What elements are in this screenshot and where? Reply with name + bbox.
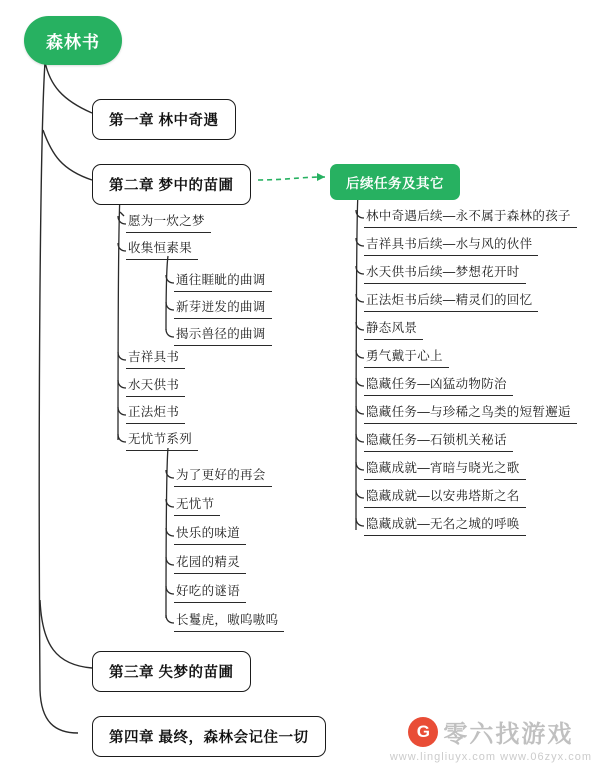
followup-item-4[interactable]: 正法炬书后续—精灵们的回忆 <box>364 288 538 312</box>
followup-item-9[interactable]: 隐藏任务—石锁机关秘话 <box>364 428 513 452</box>
followup-item-8[interactable]: 隐藏任务—与珍稀之鸟类的短暂邂逅 <box>364 400 577 424</box>
followup-item-11[interactable]: 隐藏成就—以安弗塔斯之名 <box>364 484 526 508</box>
followup-node[interactable]: 后续任务及其它 <box>330 164 460 200</box>
chapter-node-2[interactable]: 第二章 梦中的苗圃 <box>92 164 251 205</box>
chapter2-child-5[interactable]: 揭示兽径的曲调 <box>174 322 272 346</box>
chapter2-child-6[interactable]: 吉祥具书 <box>126 345 185 369</box>
chapter2-child-1[interactable]: 愿为一炊之梦 <box>126 209 211 233</box>
chapter2-child-7[interactable]: 水天供书 <box>126 373 185 397</box>
chapter-node-4[interactable]: 第四章 最终，森林会记住一切 <box>92 716 326 757</box>
chapter2-child-2[interactable]: 收集恒素果 <box>126 236 198 260</box>
chapter2-child-12[interactable]: 快乐的味道 <box>174 521 246 545</box>
root-node[interactable]: 森林书 <box>24 16 122 65</box>
chapter-node-3[interactable]: 第三章 失梦的苗圃 <box>92 651 251 692</box>
followup-item-2[interactable]: 吉祥具书后续—水与风的伙伴 <box>364 232 538 256</box>
followup-item-10[interactable]: 隐藏成就—宵暗与晓光之歌 <box>364 456 526 480</box>
chapter2-child-4[interactable]: 新芽迸发的曲调 <box>174 295 272 319</box>
chapter2-child-15[interactable]: 长鬘虎，嗷呜嗷呜 <box>174 608 284 632</box>
chapter2-child-13[interactable]: 花园的精灵 <box>174 550 246 574</box>
chapter2-child-9[interactable]: 无忧节系列 <box>126 427 198 451</box>
chapter2-child-10[interactable]: 为了更好的再会 <box>174 463 272 487</box>
followup-item-12[interactable]: 隐藏成就—无名之城的呼唤 <box>364 512 526 536</box>
chapter2-child-14[interactable]: 好吃的谜语 <box>174 579 246 603</box>
followup-item-3[interactable]: 水天供书后续—梦想花开时 <box>364 260 526 284</box>
watermark-text: 零六找游戏 <box>443 721 574 748</box>
watermark-url: www.lingliuyx.com www.06zyx.com <box>389 751 592 763</box>
followup-item-7[interactable]: 隐藏任务—凶猛动物防治 <box>364 372 513 396</box>
followup-item-5[interactable]: 静态风景 <box>364 316 423 340</box>
chapter2-child-3[interactable]: 通往睚眦的曲调 <box>174 268 272 292</box>
watermark-logo-icon: G <box>408 717 438 747</box>
followup-item-6[interactable]: 勇气戴于心上 <box>364 344 449 368</box>
chapter2-child-11[interactable]: 无忧节 <box>174 492 220 516</box>
watermark <box>390 714 592 763</box>
chapter2-child-8[interactable]: 正法炬书 <box>126 400 185 424</box>
chapter-node-1[interactable]: 第一章 林中奇遇 <box>92 99 236 140</box>
followup-item-1[interactable]: 林中奇遇后续—永不属于森林的孩子 <box>364 204 577 228</box>
